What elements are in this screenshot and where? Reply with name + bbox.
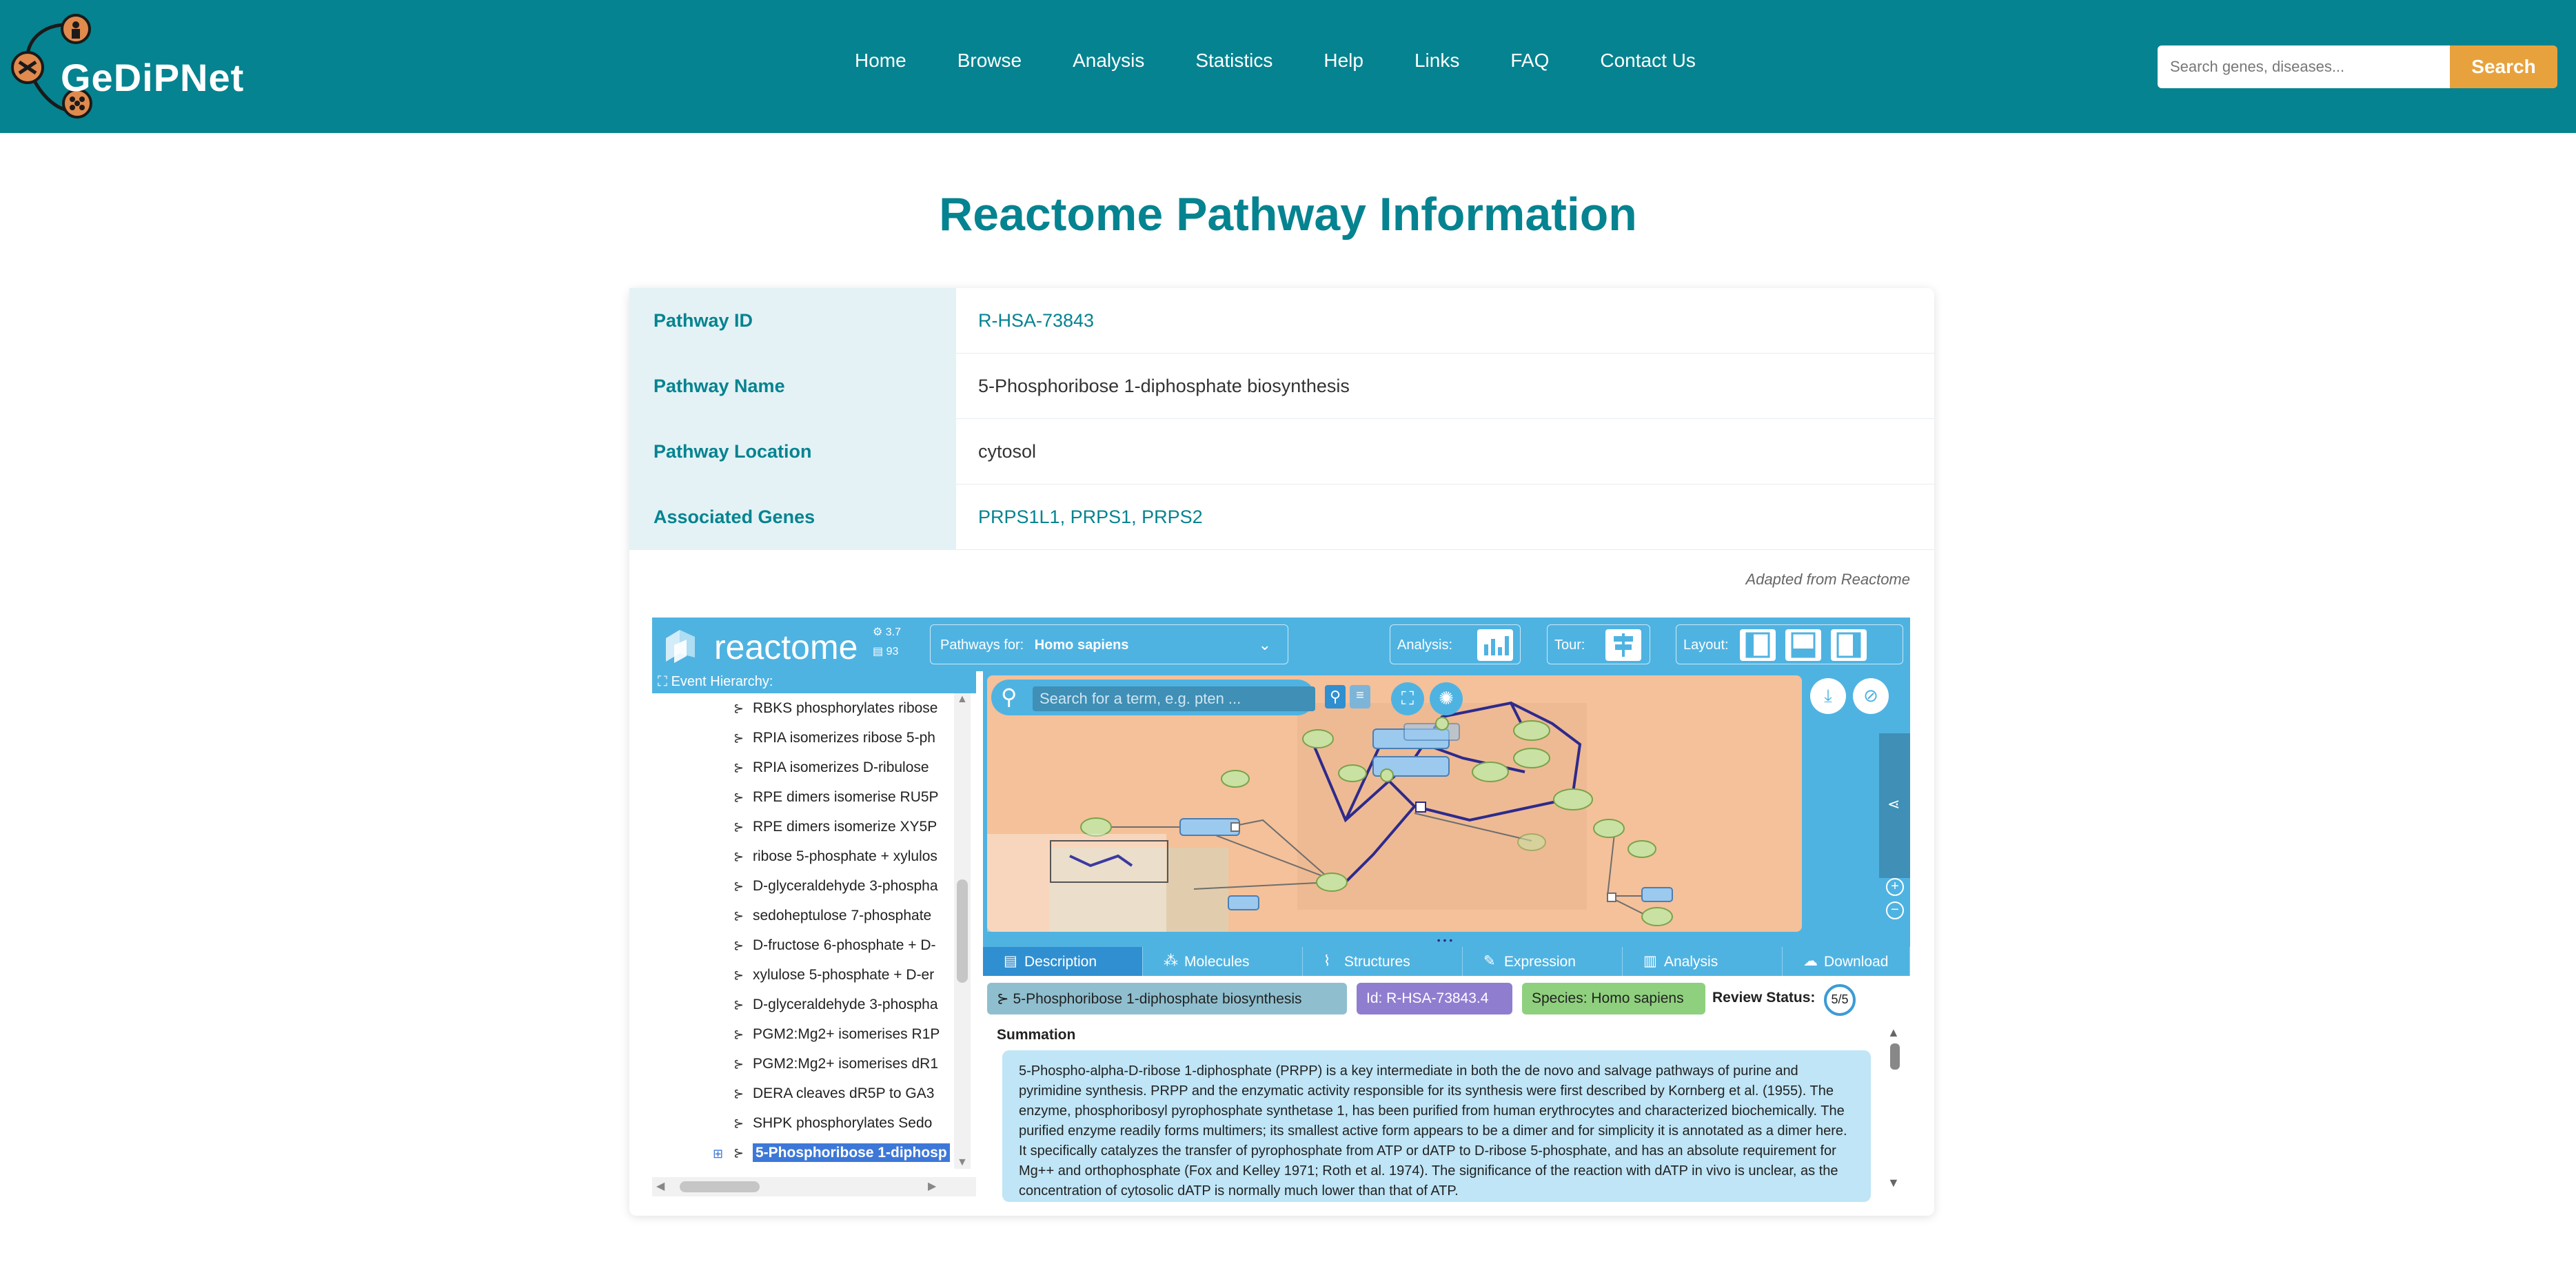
scroll-down-icon[interactable]: ▼ [957, 1156, 968, 1168]
search-icon: ⚲ [1329, 688, 1341, 705]
tree-item[interactable] [733, 1085, 947, 1113]
scroll-left-icon[interactable]: ◀ [656, 1181, 665, 1192]
pathway-location-label: Pathway Location [629, 419, 956, 484]
tree-item[interactable] [733, 848, 947, 876]
nav-links[interactable]: Links [1414, 50, 1460, 71]
tree-item[interactable] [733, 1026, 947, 1054]
pathway-diagram-canvas[interactable] [987, 675, 1865, 932]
nav-home[interactable]: Home [855, 50, 906, 71]
reaction-icon: ⊱ [733, 1057, 744, 1071]
reactome-logo[interactable] [659, 622, 866, 667]
tree-item[interactable] [733, 700, 947, 728]
pathway-chip[interactable] [987, 983, 1347, 1014]
reaction-icon: ⊱ [733, 761, 744, 775]
tree-item-label: RPIA isomerizes D-ribulose [753, 759, 929, 775]
tab-label: Analysis [1664, 954, 1718, 970]
tab-label: Description [1024, 954, 1097, 970]
zoom-out-button[interactable] [1886, 901, 1904, 919]
nav-contact[interactable]: Contact Us [1600, 50, 1696, 71]
tree-item-label: RPE dimers isomerise RU5P [753, 789, 939, 805]
scroll-down-icon[interactable]: ▼ [1887, 1176, 1900, 1190]
id-chip[interactable]: Id: R-HSA-73843.4 [1357, 983, 1512, 1014]
reaction-icon: ⊱ [733, 1087, 744, 1101]
species-selector[interactable] [930, 624, 1288, 664]
zoom-in-button[interactable] [1886, 878, 1904, 896]
compass-icon: ⊘ [1863, 685, 1878, 706]
reaction-icon: ⊱ [733, 790, 744, 804]
layout-left-icon[interactable] [1740, 629, 1776, 661]
info-row-pathway-location [629, 419, 1934, 484]
tree-item-label: ribose 5-phosphate + xylulos [753, 848, 937, 864]
layout-control [1676, 624, 1903, 664]
description-panel [983, 976, 1910, 1196]
export-diagram-button[interactable] [1853, 678, 1889, 714]
tree-item[interactable] [733, 1115, 947, 1143]
fit-screen-icon: ⛶ [1401, 688, 1414, 708]
reaction-icon: ⊱ [733, 968, 744, 982]
release-value: 93 [886, 646, 899, 657]
reactome-logo-icon [659, 622, 707, 667]
side-panel-toggle[interactable] [1879, 733, 1910, 878]
reaction-icon: ⊱ [733, 702, 744, 715]
event-hierarchy-label: Event Hierarchy: [671, 674, 773, 689]
download-diagram-button[interactable] [1810, 678, 1846, 714]
scroll-thumb[interactable] [680, 1181, 760, 1192]
pathway-name-value: 5-Phosphoribose 1-diphosphate biosynthesis [978, 376, 1350, 396]
tree-item-selected[interactable] [733, 1145, 947, 1172]
nav-help[interactable]: Help [1324, 50, 1363, 71]
release-icon: ▤ [873, 646, 886, 657]
tab-expression[interactable] [1463, 947, 1623, 976]
diagram-search-button[interactable] [1325, 685, 1346, 708]
layout-bottom-icon[interactable] [1785, 629, 1821, 661]
tab-label: Molecules [1184, 954, 1250, 970]
diagram-options-button[interactable] [1350, 685, 1370, 708]
cloud-download-icon: ☁ [1803, 953, 1818, 969]
share-icon: ⋖ [1887, 795, 1900, 813]
scroll-thumb[interactable] [957, 879, 968, 983]
tab-label: Structures [1344, 954, 1410, 970]
tab-description[interactable] [983, 947, 1143, 976]
tree-item-label: xylulose 5-phosphate + D-er [753, 967, 935, 983]
tree-item-label: RPIA isomerizes ribose 5-ph [753, 730, 935, 746]
species-value: Homo sapiens [1034, 638, 1129, 653]
info-row-associated-genes [629, 484, 1934, 550]
nav-faq[interactable]: FAQ [1510, 50, 1550, 71]
fit-diagram-button[interactable] [1391, 682, 1424, 715]
site-search-button[interactable]: Search [2450, 45, 2557, 88]
tree-item-label: PGM2:Mg2+ isomerises R1P [753, 1026, 940, 1042]
molecules-icon: ⁂ [1164, 953, 1178, 969]
site-search [2158, 45, 2557, 88]
tree-item[interactable] [733, 789, 947, 817]
tree-item-label: sedoheptulose 7-phosphate [753, 908, 932, 924]
illustration-button[interactable] [1430, 682, 1463, 715]
pathway-id-label: Pathway ID [629, 288, 956, 354]
version-value: 3.7 [885, 626, 902, 638]
tree-item-label: D-glyceraldehyde 3-phospha [753, 878, 938, 894]
pathway-icon: ⊱ [997, 991, 1013, 1007]
nav-statistics[interactable]: Statistics [1195, 50, 1273, 71]
event-hierarchy-title [652, 671, 976, 693]
tree-item[interactable] [733, 1056, 947, 1083]
event-hierarchy-tree [652, 693, 976, 1177]
reaction-icon: ⊱ [733, 820, 744, 834]
hierarchy-horizontal-scrollbar[interactable] [652, 1177, 976, 1196]
site-logo[interactable] [7, 12, 245, 123]
tree-item-label: RBKS phosphorylates ribose [753, 700, 938, 716]
summation-text: 5-Phospho-alpha-D-ribose 1-diphosphate (PRPP) is a key intermediate in both the de novo and salvage pathways of purine and pyrimidine synthesis. PRPP and the enzymatic activity responsible for its synthesis were first described by Kornberg et al. (1955). The enzyme, phosphoribosyl pyrophosphate synthetase 1, has been purified from human erythrocytes and characterized biochemically. The purified enzyme readily forms multimers; its smallest active form appears to be a dimer and for simplicity it is annotated as a dimer here. It specifically catalyzes the transfer of pyrophosphate from ATP or dATP to D-ribose 5-phosphate, and has an absolute requirement for Mg++ and orthophosphate (Fox and Kelley 1971; Roth et al. 1974). The significance of the reaction with dATP in vivo is unclear, as the concentration of cytosolic dATP is normally much lower than that of ATP. [1002, 1050, 1871, 1202]
analysis-chart-icon[interactable] [1477, 629, 1513, 661]
tree-item[interactable] [733, 997, 947, 1024]
tour-label: Tour: [1554, 638, 1585, 653]
layout-label: Layout: [1683, 638, 1729, 653]
diagram-search-input[interactable] [1033, 686, 1315, 711]
associated-genes-links[interactable]: PRPS1L1, PRPS1, PRPS2 [978, 507, 1203, 527]
analysis-label: Analysis: [1397, 638, 1453, 653]
search-icon[interactable]: ⚲ [1001, 684, 1017, 709]
pathway-location-value: cytosol [978, 441, 1037, 462]
navbar [0, 0, 2576, 133]
expression-icon: ✎ [1483, 953, 1496, 969]
info-row-pathway-name [629, 354, 1934, 419]
tab-download[interactable] [1783, 947, 1910, 976]
page-title: Reactome Pathway Information [939, 188, 1637, 241]
tree-item[interactable] [733, 819, 947, 846]
panel-resize-handle[interactable]: • • • [1437, 935, 1453, 946]
tree-item[interactable] [733, 759, 947, 787]
site-search-input[interactable] [2158, 45, 2450, 88]
tree-item[interactable] [733, 730, 947, 757]
review-status-label: Review Status: [1712, 990, 1816, 1006]
pathway-diagram-panel [983, 671, 1910, 947]
reaction-icon: ⊱ [733, 731, 744, 745]
info-row-pathway-id [629, 288, 1934, 354]
reaction-icon: ⊱ [733, 1116, 744, 1130]
reactome-viewer [652, 618, 1910, 1196]
adapted-note: Adapted from Reactome [1745, 571, 1910, 588]
bar-chart-icon: ▥ [1643, 953, 1657, 969]
pathway-chip-label: 5-Phosphoribose 1-diphosphate biosynthesis [1013, 991, 1302, 1007]
reaction-icon: ⊱ [733, 1028, 744, 1041]
scroll-thumb[interactable] [1890, 1043, 1900, 1070]
reaction-icon: ⊱ [733, 850, 744, 864]
pathway-id-link[interactable]: R-HSA-73843 [978, 310, 1095, 331]
tour-control[interactable] [1547, 624, 1650, 664]
network-icon: ✺ [1439, 688, 1454, 708]
tree-item[interactable] [733, 908, 947, 935]
tab-structures[interactable] [1303, 947, 1463, 976]
nav-browse[interactable]: Browse [957, 50, 1022, 71]
pathway-info-card [629, 288, 1934, 1216]
document-icon: ▤ [1004, 953, 1017, 969]
species-label: Pathways for: [940, 638, 1024, 653]
tree-item[interactable] [733, 878, 947, 906]
expand-icon[interactable]: ⊞ [713, 1147, 724, 1161]
summation-label: Summation [997, 1027, 1076, 1043]
review-status-badge: 5/5 [1824, 984, 1856, 1016]
tab-label: Download [1824, 954, 1889, 970]
tree-item-label: D-glyceraldehyde 3-phospha [753, 997, 938, 1012]
menu-icon: ≡ [1356, 688, 1364, 703]
chevron-down-icon: ⌄ [1258, 636, 1271, 653]
tree-item[interactable] [733, 937, 947, 965]
analysis-control[interactable] [1390, 624, 1521, 664]
reaction-icon: ⊱ [733, 998, 744, 1012]
tree-item-label: RPE dimers isomerize XY5P [753, 819, 937, 835]
pathway-icon: ⊱ [733, 1146, 744, 1160]
main-nav [855, 50, 1747, 72]
hierarchy-icon: ⛶ [658, 674, 671, 689]
hierarchy-vertical-scrollbar[interactable] [954, 693, 971, 1169]
species-chip: Species: Homo sapiens [1522, 983, 1705, 1014]
scroll-up-icon[interactable]: ▲ [1887, 1026, 1900, 1039]
tour-signpost-icon[interactable] [1605, 629, 1641, 661]
reaction-icon: ⊱ [733, 879, 744, 893]
tree-item-label: DERA cleaves dR5P to GA3 [753, 1085, 935, 1101]
reaction-icon: ⊱ [733, 939, 744, 952]
tab-label: Expression [1504, 954, 1576, 970]
tree-item-label: SHPK phosphorylates Sedo [753, 1115, 933, 1131]
scroll-up-icon[interactable]: ▲ [957, 693, 968, 705]
tree-item-label: D-fructose 6-phosphate + D- [753, 937, 936, 953]
reactome-version [873, 623, 901, 662]
diagram-navigator[interactable] [1836, 861, 1880, 906]
tab-analysis[interactable] [1623, 947, 1783, 976]
tree-item[interactable] [733, 967, 947, 994]
pan-arrows-icon: ✥ [1836, 863, 1865, 899]
diagram-search [991, 680, 1315, 715]
nav-analysis[interactable]: Analysis [1073, 50, 1145, 71]
details-tabs [983, 947, 1910, 976]
description-scrollbar[interactable] [1886, 1026, 1903, 1191]
reactome-brand-text: reactome [714, 628, 858, 666]
tree-item-label: 5-Phosphoribose 1-diphosp [753, 1143, 950, 1162]
reaction-icon: ⊱ [733, 909, 744, 923]
scroll-right-icon[interactable]: ▶ [928, 1181, 937, 1192]
pathway-name-label: Pathway Name [629, 354, 956, 419]
zoom-in-icon: + [1891, 879, 1899, 894]
layout-right-icon[interactable] [1831, 629, 1867, 661]
tree-item-label: PGM2:Mg2+ isomerises dR1 [753, 1056, 939, 1072]
zoom-out-icon: − [1891, 902, 1899, 917]
associated-genes-label: Associated Genes [629, 484, 956, 550]
structures-icon: ⌇ [1324, 953, 1331, 969]
version-icon: ⚙ [873, 626, 886, 638]
tab-molecules[interactable] [1143, 947, 1303, 976]
reactome-toolbar [652, 618, 1910, 671]
download-icon: ⤓ [1824, 685, 1832, 706]
logo-text: GeDiPNet [61, 56, 245, 99]
